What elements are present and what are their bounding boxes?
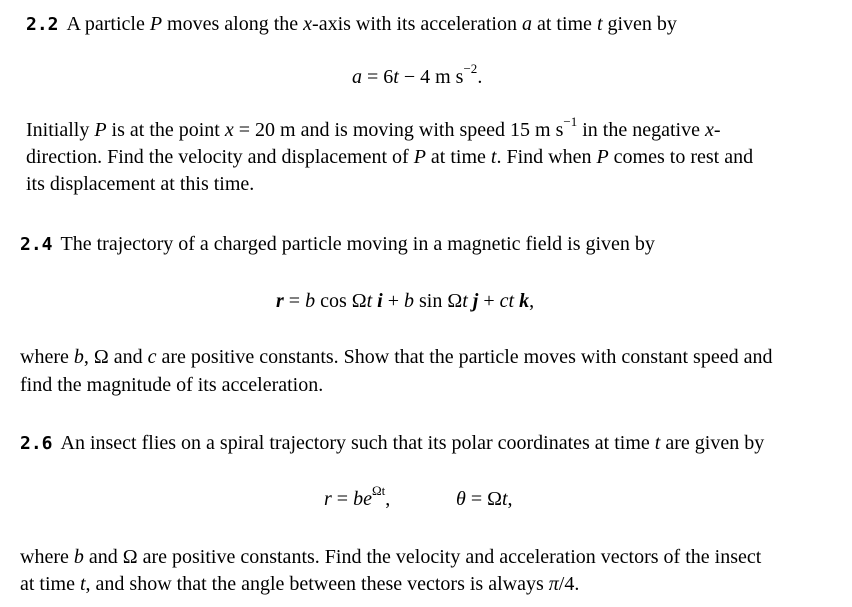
- problem-2-2-paragraph-line-2: direction. Find the velocity and displacement of P at time t. Find when P comes to rest and: [26, 146, 754, 168]
- problem-2-6-equation-r: $r = be^{\Omega t}$,: [324, 483, 391, 510]
- problem-2-4-equation: r = b cos Ωt i + b sin Ωt j + ct k,: [276, 290, 535, 312]
- problem-2-6-paragraph-line-1: where b and Ω are positive constants. Find the velocity and acceleration vectors of the insect: [20, 546, 762, 568]
- problem-2-2-equation: a = 6t − 4 m $s^{-2}$.: [352, 61, 483, 88]
- problem-2-2-statement: 2.2 A particle P moves along the x-axis with its acceleration a at time t given by: [26, 13, 677, 35]
- problem-2-4-statement: 2.4 The trajectory of a charged particle moving in a magnetic field is given by: [20, 233, 655, 255]
- problem-2-2-paragraph-line-3: its displacement at this time.: [26, 173, 255, 195]
- problem-2-6-equation-theta: θ = Ωt,: [456, 488, 513, 510]
- problem-2-4-paragraph-line-1: where b, Ω and c are positive constants. Show that the particle moves with constant speed and: [20, 346, 773, 368]
- problem-number: 2.4: [20, 234, 53, 255]
- problem-number: 2.6: [20, 433, 53, 454]
- problem-2-4-paragraph-line-2: find the magnitude of its acceleration.: [20, 374, 324, 396]
- problem-2-6-paragraph-line-2: at time t, and show that the angle between these vectors is always π/4.: [20, 573, 580, 595]
- problem-2-6-statement: 2.6 An insect flies on a spiral trajectory such that its polar coordinates at time t are given by: [20, 432, 765, 454]
- problem-number: 2.2: [26, 14, 59, 35]
- problem-2-2-paragraph-line-1: Initially P is at the point x = 20 m and is moving with speed 15 m $s^{-1}$ in the negative x-: [26, 114, 721, 141]
